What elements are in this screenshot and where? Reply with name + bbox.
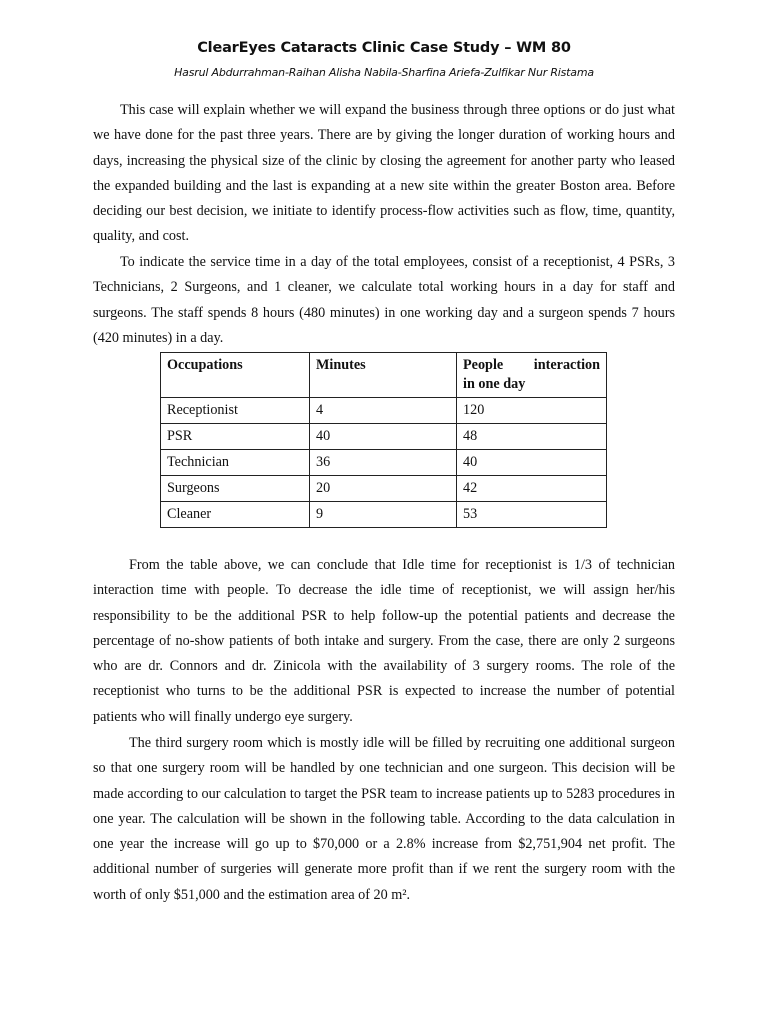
table-row (161, 450, 607, 476)
paragraph-service-time: To indicate the service time in a day of the total employees, consist of a receptionist, 4 PSRs, 3 Technicians, 2 Surgeons, and 1 cleaner, we calculate total working hours in a day for staff and surgeons. The staff spends 8 hours (480 minutes) in one working day and a surgeon spends 7 hours (420 minutes) in a day. (93, 254, 675, 346)
cell-minutes: 36 (310, 450, 457, 476)
table-row (161, 476, 607, 502)
cell-occupation: Technician (161, 450, 310, 476)
cell-people: 53 (457, 502, 607, 528)
cell-minutes: 40 (310, 424, 457, 450)
header-people-word: People (463, 357, 504, 373)
table-row (161, 502, 607, 528)
cell-minutes: 9 (310, 502, 457, 528)
header-minutes: Minutes (310, 353, 457, 398)
header-occupations: Occupations (161, 353, 310, 398)
header-in-one-day: in one day (463, 376, 526, 392)
header-interaction-word: interaction (533, 357, 600, 373)
cell-minutes: 20 (310, 476, 457, 502)
table-row (161, 398, 607, 424)
paragraph-idle-time: From the table above, we can conclude that Idle time for receptionist is 1/3 of technician interaction time with people. To decrease the idle time of receptionist, we will assign her/his responsibility to be the additional PSR to help follow-up the potential patients and decrease the percentage of no-show patients of both intake and surgery. From the case, there are only 2 surgeons who are dr. Connors and dr. Zinicola with the availability of 3 surgery rooms. The role of the receptionist who turns to be the additional PSR is expected to increase the number of potential patients who will finally undergo eye surgery. (93, 557, 675, 725)
cell-people: 42 (457, 476, 607, 502)
paragraph-intro: This case will explain whether we will expand the business through three options or do just what we have done for the past three years. There are by giving the longer duration of working hours and days, increasing the physical size of the clinic by closing the agreement for another party who leased the expanded building and the last is expanding at a new site within the greater Boston area. Before deciding our best decision, we initiate to identify process-flow activities such as flow, time, quantity, quality, and cost. (93, 102, 675, 245)
header-people-interaction (457, 353, 607, 398)
cell-occupation: Surgeons (161, 476, 310, 502)
cell-occupation: PSR (161, 424, 310, 450)
cell-people: 120 (457, 398, 607, 424)
cell-people: 40 (457, 450, 607, 476)
cell-people: 48 (457, 424, 607, 450)
cell-minutes: 4 (310, 398, 457, 424)
paragraph-third-room: The third surgery room which is mostly idle will be filled by recruiting one additional surgeon so that one surgery room will be handled by one technician and one surgeon. This decision will be made according to our calculation to target the PSR team to increase patients up to 5283 procedures in one year. The calculation will be shown in the following table. According to the data calculation in one year the increase will go up to $70,000 or a 2.8% increase from $2,751,904 net profit. The additional number of surgeries will generate more profit than if we rent the surgery room with the worth of only $51,000 and the estimation area of 20 m². (93, 735, 675, 903)
occupations-table (160, 352, 607, 528)
table-row (161, 424, 607, 450)
document-title: ClearEyes Cataracts Clinic Case Study – WM 80 (197, 40, 571, 56)
cell-occupation: Receptionist (161, 398, 310, 424)
table-header-row (161, 353, 607, 398)
cell-occupation: Cleaner (161, 502, 310, 528)
document-authors: Hasrul Abdurrahman-Raihan Alisha Nabila-Sharfina Ariefa-Zulfikar Nur Ristama (174, 66, 594, 79)
